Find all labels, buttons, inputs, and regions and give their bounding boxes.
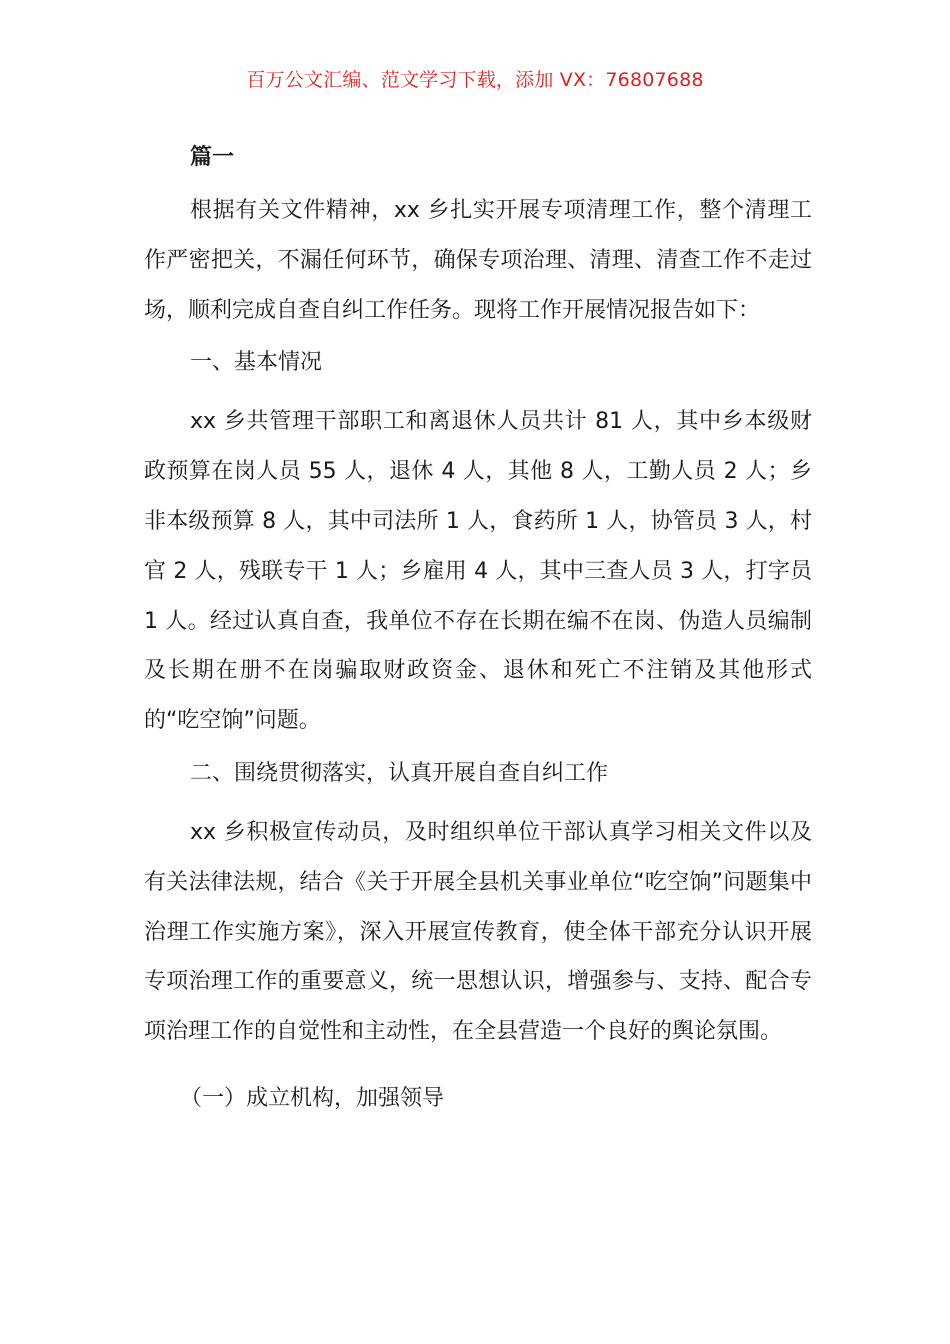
basic-situation-paragraph: xx 乡共管理干部职工和离退休人员共计 81 人，其中乡本级财政预算在岗人员 55 人，退休 4 人，其他 8 人，工勤人员 2 人；乡非本级预算 8 人，其中司法所 1 人，食药所 1 人，协管员 3 人，村官 2 人，残联专干 1 人；乡雇用 4 人，其中三查人员 3 人，打字员 1 人。经过认真自查，我单位不存在长期在编不在岗、伪造人员编制及长期在册不在岗骗取财政资金、退休和死亡不注销及其他形式的“吃空饷”问题。	[144, 409, 812, 734]
intro-paragraph: 根据有关文件精神，xx 乡扎实开展专项清理工作，整个清理工作严密把关，不漏任何环节，确保专项治理、清理、清查工作不走过场，顺利完成自查自纠工作任务。现将工作开展情况报告如下：	[144, 198, 812, 323]
header-banner: 百万公文汇编、范文学习下载，添加 VX：76807688	[246, 69, 704, 91]
heading-basic-situation: 一、基本情况	[190, 350, 323, 376]
document-body	[144, 138, 812, 1133]
subheading-establish-organization: （一）成立机构，加强领导	[180, 1085, 445, 1111]
section-label: 篇一	[190, 145, 235, 170]
heading-self-inspection: 二、围绕贯彻落实，认真开展自查自纠工作	[190, 760, 609, 786]
self-inspection-paragraph: xx 乡积极宣传动员，及时组织单位干部认真学习相关文件以及有关法律法规，结合《关于开展全县机关事业单位“吃空饷”问题集中治理工作实施方案》，深入开展宣传教育，使全体干部充分认识开展专项治理工作的重要意义，统一思想认识，增强参与、支持、配合专项治理工作的自觉性和主动性，在全县营造一个良好的舆论氛围。	[144, 819, 812, 1045]
